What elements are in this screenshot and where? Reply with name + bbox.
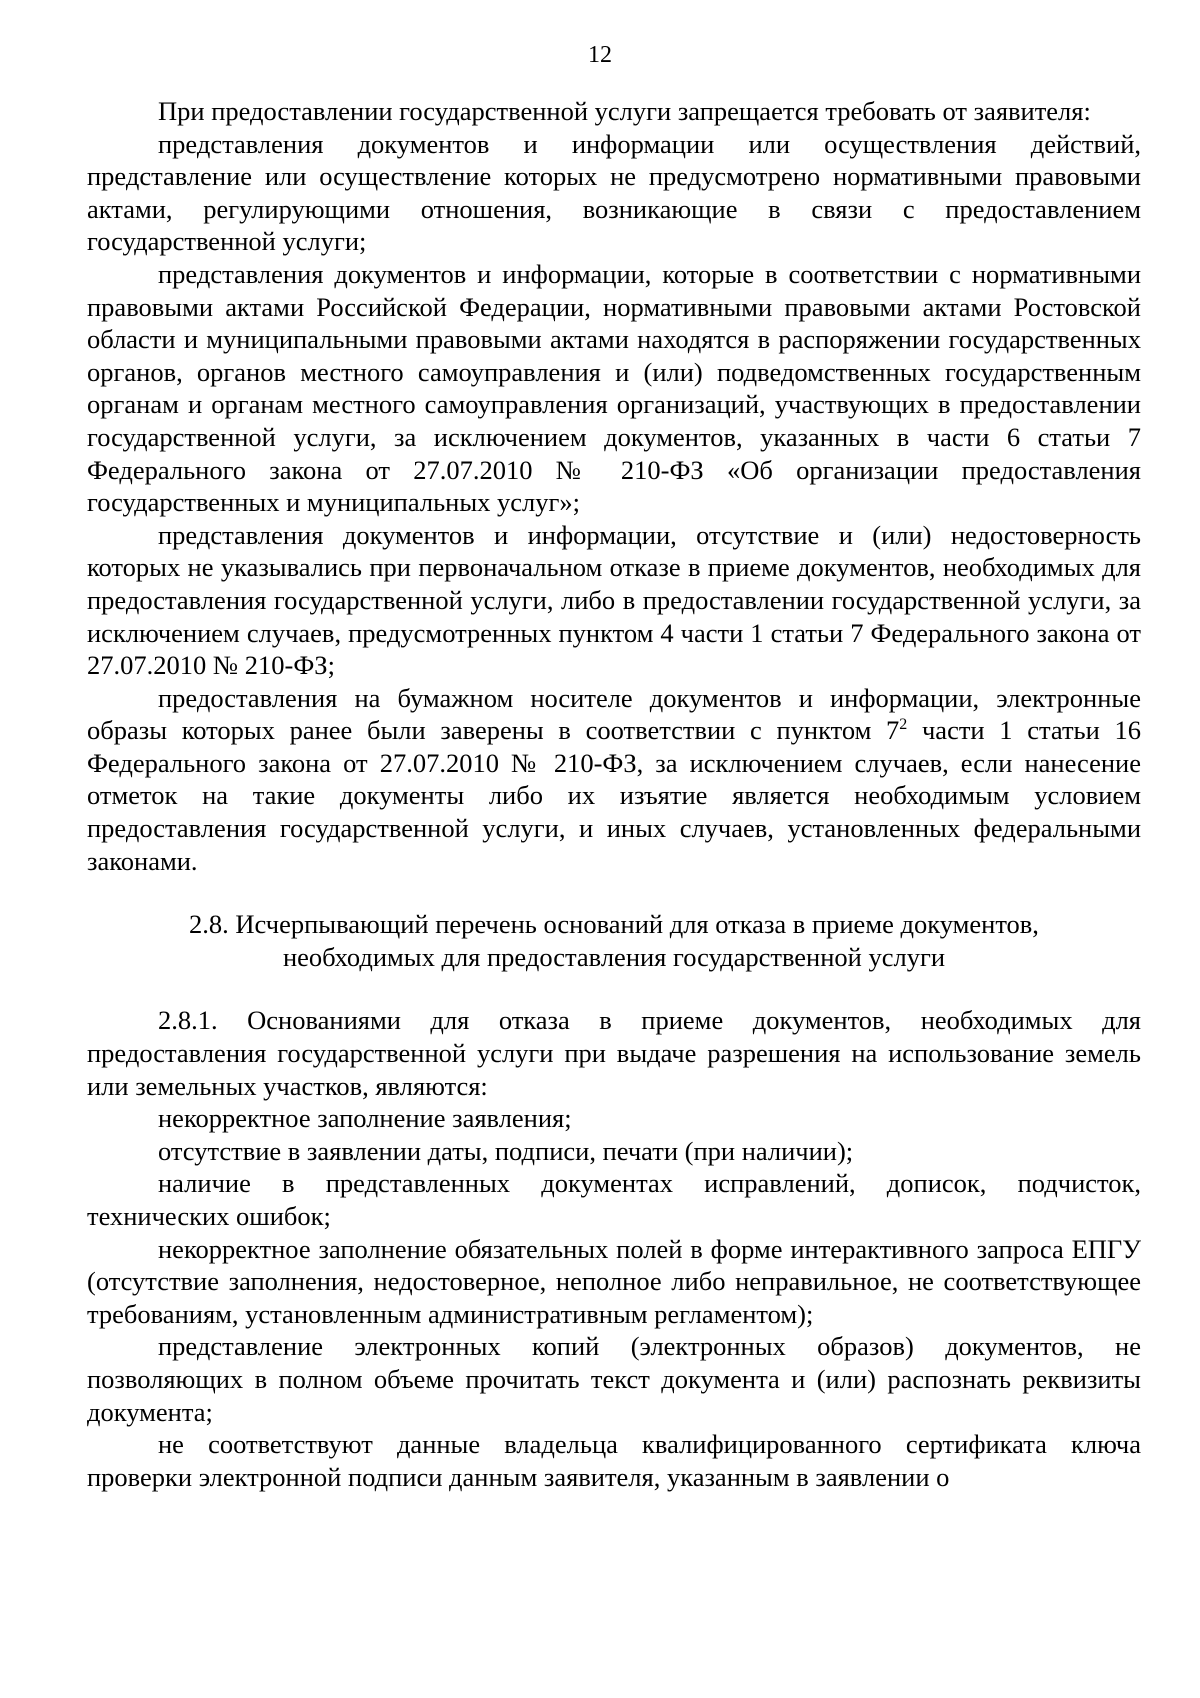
paragraph-with-superscript — [87, 682, 1141, 878]
paragraph-text-after: части 1 статьи 16 Федерального закона от 27.07.2010 № 210-ФЗ, за исключением случаев, если нанесение отметок на такие документы либо их изъятие является необходимым условием предоставления государственной услуги, и иных случаев, установленных федеральными законами. — [87, 715, 1141, 876]
paragraph: 2.8.1. Основаниями для отказа в приеме документов, необходимых для предоставления государственной услуги при выдаче разрешения на использование земель или земельных участков, являются: — [87, 1005, 1141, 1101]
list-item: некорректное заполнение обязательных полей в форме интерактивного запроса ЕПГУ (отсутствие заполнения, недостоверное, неполное либо неправильное, не соответствующее требованиям, установленным административным регламентом); — [87, 1233, 1141, 1329]
list-item: некорректное заполнение заявления; — [158, 1103, 572, 1134]
section-heading-line-1: 2.8. Исчерпывающий перечень оснований для отказа в приеме документов, — [189, 909, 1039, 940]
list-item: наличие в представленных документах исправлений, дописок, подчисток, технических ошибок; — [87, 1168, 1141, 1231]
list-item: не соответствуют данные владельца квалифицированного сертификата ключа проверки электронной подписи данным заявителя, указанным в заявлении о — [87, 1429, 1141, 1492]
paragraph: При предоставлении государственной услуги запрещается требовать от заявителя: — [158, 96, 1091, 126]
superscript: 2 — [899, 716, 908, 734]
section-heading — [87, 908, 1141, 973]
page-number: 12 — [588, 42, 612, 68]
document-body — [87, 95, 1141, 1493]
section-heading-line-2: необходимых для предоставления государственной услуги — [282, 941, 946, 972]
list-item: отсутствие в заявлении даты, подписи, печати (при наличии); — [158, 1135, 854, 1166]
paragraph: представления документов и информации, отсутствие и (или) недостоверность которых не указывались при первоначальном отказе в приеме документов, необходимых для предоставления государственной услуги, либо в предоставлении государственной услуги, за исключением случаев, предусмотренных пунктом 4 части 1 статьи 7 Федерального закона от 27.07.2010 № 210-ФЗ; — [87, 519, 1141, 681]
list-item: представление электронных копий (электронных образов) документов, не позволяющих в полном объеме прочитать текст документа и (или) распознать реквизиты документа; — [87, 1331, 1141, 1427]
paragraph-text-before: предоставления на бумажном носителе документов и информации, электронные образы которых ранее были заверены в соответствии с пунктом 7 — [87, 682, 1141, 746]
paragraph: представления документов и информации или осуществления действий, представление или осуществление которых не предусмотрено нормативными правовыми актами, регулирующими отношения, возникающие в связи с предоставлением государственной услуги; — [87, 128, 1141, 257]
paragraph: представления документов и информации, которые в соответствии с нормативными правовыми актами Российской Федерации, нормативными правовыми актами Ростовской области и муниципальными правовыми актами находятся в распоряжении государственных органов, органов местного самоуправления и (или) подведомственных государственным органам и органам местного самоуправления организаций, участвующих в предоставлении государственной услуги, за исключением документов, указанных в части 6 статьи 7 Федерального закона от 27.07.2010 № 210-ФЗ «Об организации предоставления государственных и муниципальных услуг»; — [87, 258, 1141, 518]
